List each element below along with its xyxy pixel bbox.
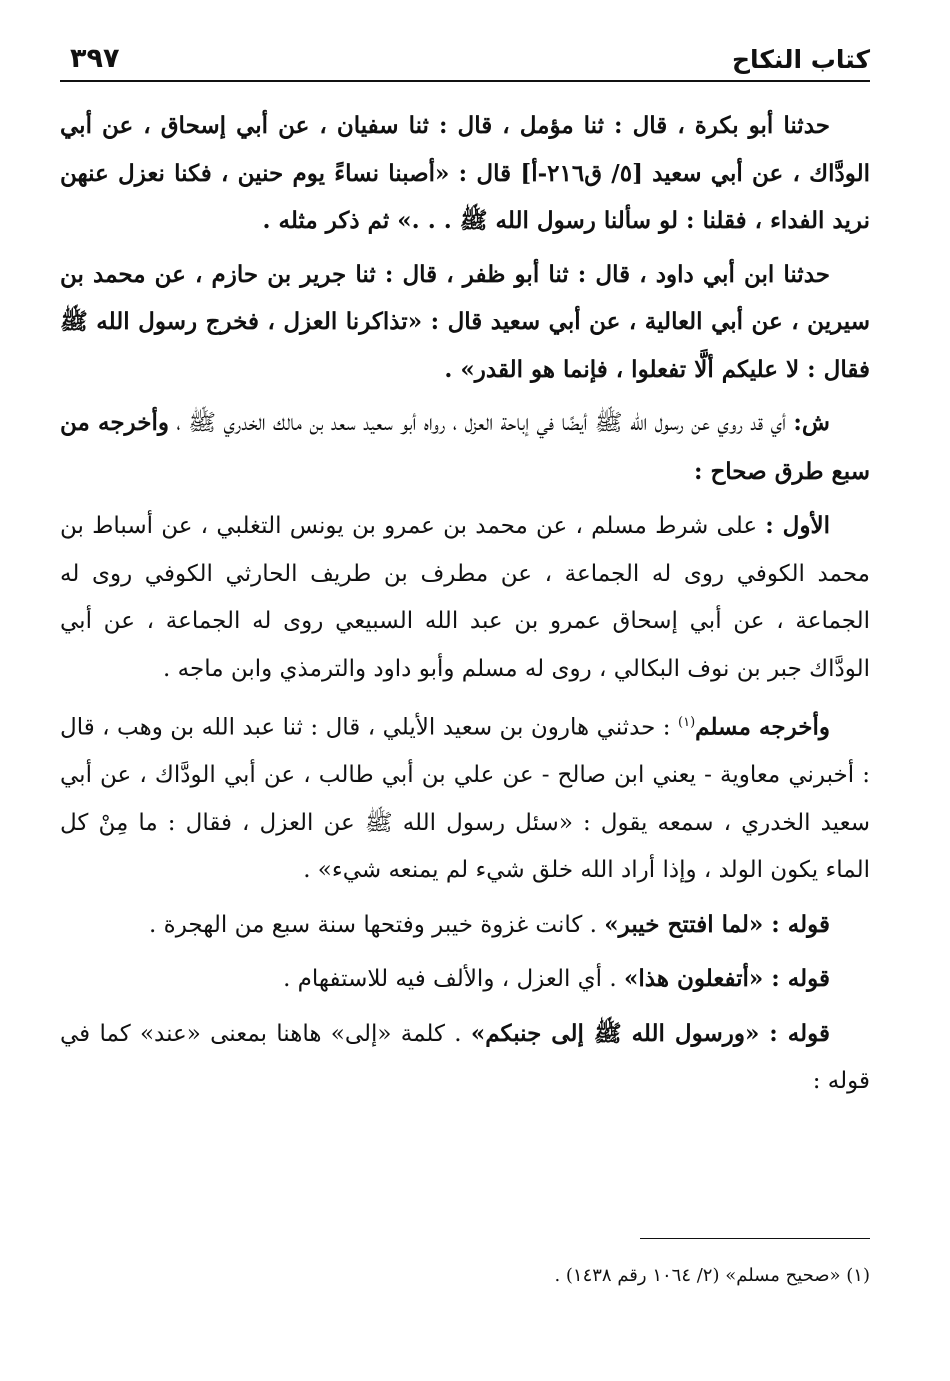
page: [60, 30, 870, 1112]
commentary-bold: وأخرجه من سبع طرق صحاح :: [60, 409, 870, 485]
commentary-text: أي قد روي عن رسول الله ﷺ أيضًا في إباحة العزل ، رواه أبو سعيد سعد بن مالك الخدري ﷺ ،: [168, 410, 794, 436]
paragraph-khaybar: [60, 901, 870, 950]
header-rule: [60, 80, 870, 82]
footnote-rule: [640, 1238, 870, 1239]
paragraph-hadith-1: حدثنا أبو بكرة ، قال : ثنا مؤمل ، قال : ثنا سفيان ، عن أبي إسحاق ، عن أبي الودَّاك ، عن أبي سعيد [٥/ ق٢١٦-أ] قال : «أصبنا نساءً يوم حنين ، فكنا نعزل عنهن نريد الفداء ، فقلنا : لو سألنا رسول الله ﷺ . . .» ثم ذكر مثله .: [60, 112, 870, 234]
khaybar-lead: قوله : «لما افتتح خيبر»: [604, 910, 830, 938]
footnote: (١) «صحيح مسلم» (٢/ ١٠٦٤ رقم ١٤٣٨) .: [554, 1265, 870, 1286]
running-header: [60, 30, 870, 74]
atafaluna-lead: قوله : «أتفعلون هذا»: [624, 965, 830, 993]
paragraph-first-chain: [60, 502, 870, 693]
janbikum-text: . كلمة «إلى» هاهنا بمعنى «عند» كما في قوله :: [60, 1020, 870, 1095]
paragraph-hadith-2: حدثنا ابن أبي داود ، قال : ثنا أبو ظفر ، قال : ثنا جرير بن حازم ، عن محمد بن سيرين ، عن أبي العالية ، عن أبي سعيد قال : «تذاكرنا العزل ، فخرج رسول الله ﷺ فقال : لا عليكم ألَّا تفعلوا ، فإنما هو القدر» .: [60, 260, 870, 383]
page-body: [60, 102, 870, 1106]
atafaluna-text: . أي العزل ، والألف فيه للاستفهام .: [283, 966, 625, 993]
page-number: ٣٩٧: [70, 43, 120, 74]
muslim-lead: وأخرجه مسلم: [695, 713, 830, 741]
footnote-ref: (١): [678, 715, 696, 730]
first-chain-text: على شرط مسلم ، عن محمد بن عمرو بن يونس التغلبي ، عن أسباط بن محمد الكوفي روى له الجماعة ، عن مطرف بن طريف الحارثي الكوفي روى له الجماعة ، عن أبي إسحاق عمرو بن عبد الله السبيعي روى له الجماعة ، عن أبي الودَّاك جبر بن نوف البكالي ، روى له مسلم وأبو داود والترمذي وابن ماجه .: [60, 513, 870, 682]
chapter-title: كتاب النكاح: [731, 45, 870, 74]
paragraph-commentary: [60, 399, 870, 496]
janbikum-lead: قوله : «ورسول الله ﷺ إلى جنبكم»: [470, 1019, 830, 1047]
paragraph-atafaluna: [60, 955, 870, 1004]
paragraph-muslim: [60, 699, 870, 895]
muslim-text: : حدثني هارون بن سعيد الأيلي ، قال : ثنا عبد الله بن وهب ، قال : أخبرني معاوية - يعني ابن صالح - عن علي بن أبي طالب ، عن أبي الودَّاك ، عن أبي سعيد الخدري ، سمعه يقول : «سئل رسول الله ﷺ عن العزل ، فقال : ما مِنْ كل الماء يكون الولد ، وإذا أراد الله خلق شيء لم يمنعه شيء» .: [60, 714, 870, 884]
first-chain-lead: الأول :: [765, 512, 830, 539]
khaybar-text: . كانت غزوة خيبر وفتحها سنة سبع من الهجرة .: [149, 911, 605, 938]
commentary-marker: ش:: [793, 409, 830, 436]
paragraph-janbikum: [60, 1010, 870, 1106]
